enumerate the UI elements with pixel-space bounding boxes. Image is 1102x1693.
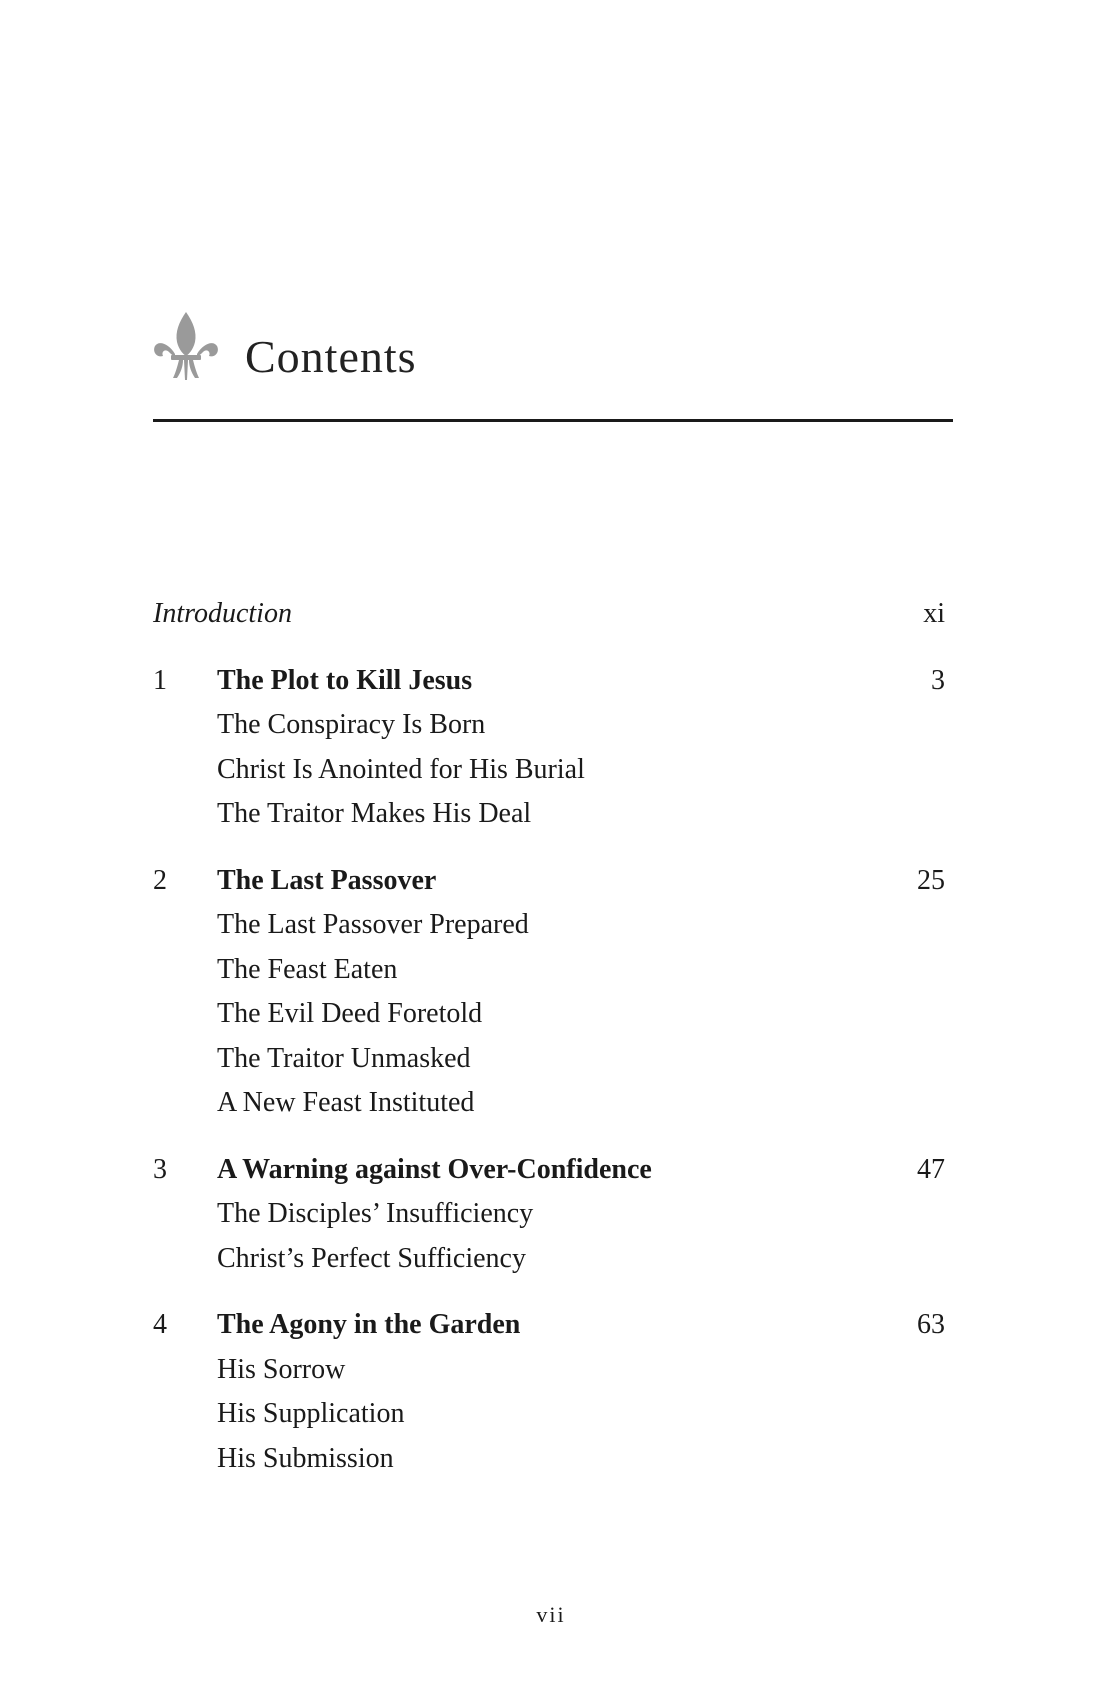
section-title: A New Feast Instituted [217, 1087, 475, 1118]
page-folio: vii [536, 1602, 566, 1627]
chapter-title: The Last Passover [217, 864, 437, 896]
section-title: The Feast Eaten [217, 953, 398, 985]
page-title: Contents [245, 331, 417, 382]
chapter-2 [153, 859, 953, 1126]
fleur-de-lis-icon [153, 310, 219, 382]
chapter-title: The Plot to Kill Jesus [217, 664, 473, 696]
chapter-heading[interactable] [153, 659, 953, 704]
chapter-number: 1 [153, 664, 167, 696]
section-title: Christ Is Anointed for His Burial [217, 753, 585, 785]
chapter-page-number: 25 [917, 864, 945, 896]
section-title: The Evil Deed Foretold [217, 998, 483, 1029]
introduction-page-number: xi [923, 598, 945, 629]
chapter-number: 3 [153, 1153, 167, 1185]
chapter-page-number: 3 [931, 664, 945, 696]
section-title: His Supplication [217, 1398, 405, 1429]
section-title: The Conspiracy Is Born [217, 709, 486, 740]
chapter-1 [153, 659, 953, 837]
chapter-heading[interactable] [153, 1148, 953, 1193]
section-title: The Traitor Unmasked [217, 1042, 471, 1074]
table-of-contents [153, 592, 953, 1481]
toc-entry-introduction[interactable] [153, 592, 953, 637]
section-title: The Last Passover Prepared [217, 909, 529, 940]
contents-header [153, 310, 953, 422]
chapter-3 [153, 1148, 953, 1282]
chapter-page-number: 63 [917, 1309, 945, 1340]
chapter-heading[interactable] [153, 1303, 953, 1348]
chapter-page-number: 47 [917, 1153, 945, 1185]
title-rule [153, 419, 953, 422]
chapter-title: The Agony in the Garden [217, 1309, 521, 1340]
introduction-label: Introduction [153, 598, 292, 629]
section-title: His Sorrow [217, 1353, 346, 1385]
chapter-4 [153, 1303, 953, 1481]
section-title: The Traitor Makes His Deal [217, 798, 532, 829]
chapter-number: 4 [153, 1309, 167, 1340]
chapter-title: A Warning against Over-Confidence [217, 1153, 652, 1185]
section-title: The Disciples’ Insufficiency [217, 1198, 534, 1229]
section-title: Christ’s Perfect Sufficiency [217, 1242, 526, 1274]
chapter-heading[interactable] [153, 859, 953, 904]
section-title: His Submission [217, 1442, 394, 1474]
chapter-number: 2 [153, 864, 167, 896]
